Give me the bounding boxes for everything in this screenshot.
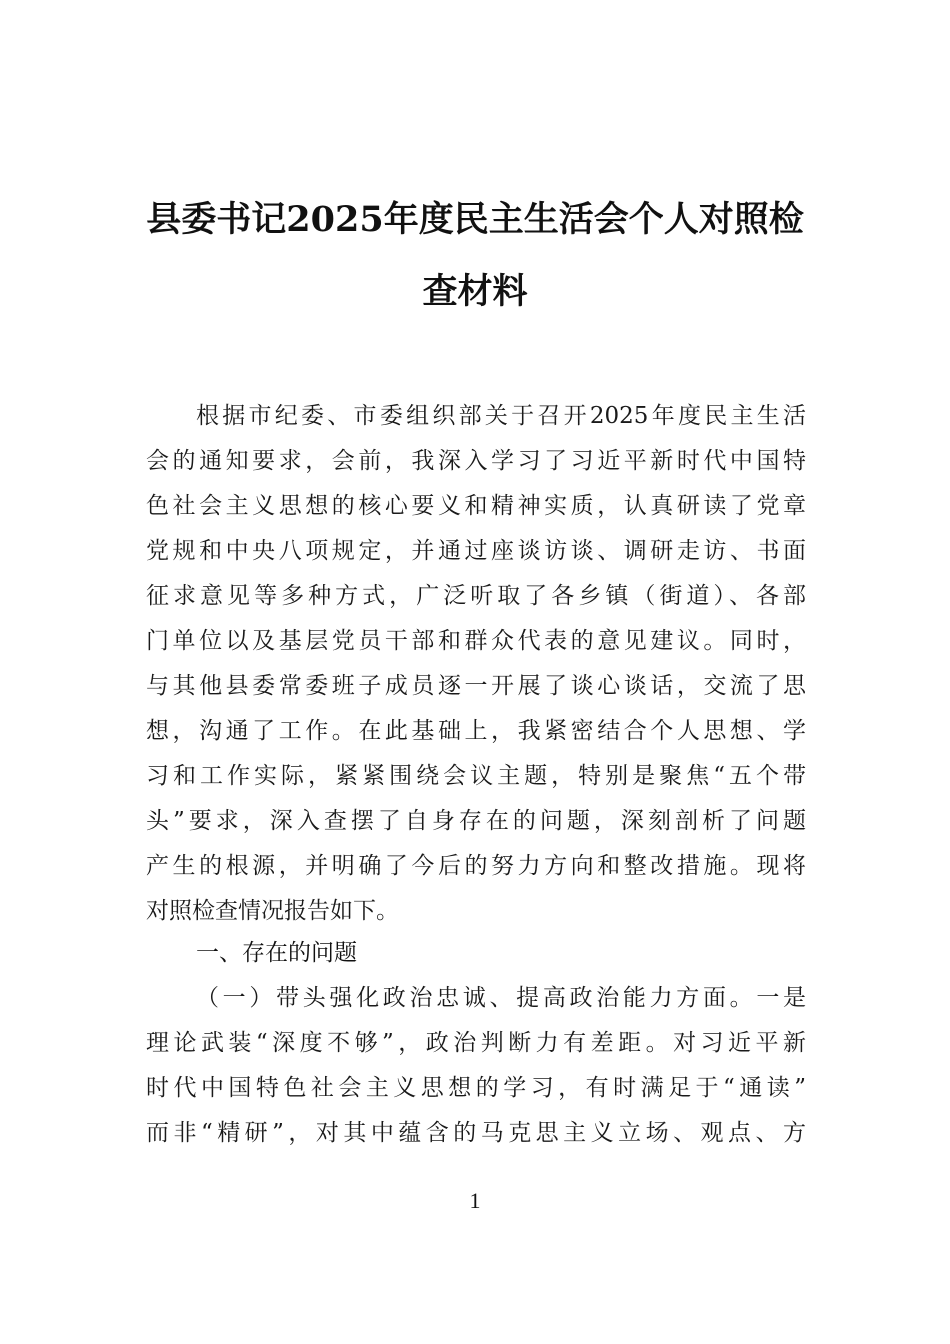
document-title-line-1: 县委书记2025年度民主生活会个人对照检 — [146, 199, 804, 240]
paragraph-line: 色社会主义思想的核心要义和精神实质，认真研读了党章 — [146, 493, 806, 519]
paragraph-line: 头”要求，深入查摆了自身存在的问题，深刻剖析了问题 — [146, 808, 806, 834]
paragraph-line: 理论武装“深度不够”，政治判断力有差距。对习近平新 — [146, 1030, 806, 1056]
paragraph-line: （一）带头强化政治忠诚、提高政治能力方面。一是 — [196, 985, 806, 1011]
paragraph-line: 时代中国特色社会主义思想的学习，有时满足于“通读” — [146, 1075, 806, 1101]
paragraph-line: 对照检查情况报告如下。 — [146, 898, 399, 924]
paragraph-line: 会的通知要求，会前，我深入学习了习近平新时代中国特 — [146, 448, 806, 474]
paragraph-line: 根据市纪委、市委组织部关于召开2025年度民主生活 — [196, 403, 806, 429]
document-title-line-2: 查材料 — [422, 271, 528, 312]
section-heading: 一、存在的问题 — [196, 940, 357, 966]
paragraph-line: 党规和中央八项规定，并通过座谈访谈、调研走访、书面 — [146, 538, 806, 564]
paragraph-line: 而非“精研”，对其中蕴含的马克思主义立场、观点、方 — [146, 1120, 806, 1146]
paragraph-line: 习和工作实际，紧紧围绕会议主题，特别是聚焦“五个带 — [146, 763, 806, 789]
paragraph-line: 与其他县委常委班子成员逐一开展了谈心谈话，交流了思 — [146, 673, 806, 699]
paragraph-line: 产生的根源，并明确了今后的努力方向和整改措施。现将 — [146, 853, 806, 879]
paragraph-line: 门单位以及基层党员干部和群众代表的意见建议。同时， — [146, 628, 806, 654]
paragraph-line: 征求意见等多种方式，广泛听取了各乡镇（街道）、各部 — [146, 583, 806, 609]
paragraph-line: 想，沟通了工作。在此基础上，我紧密结合个人思想、学 — [146, 718, 806, 744]
page-number: 1 — [469, 1188, 481, 1213]
